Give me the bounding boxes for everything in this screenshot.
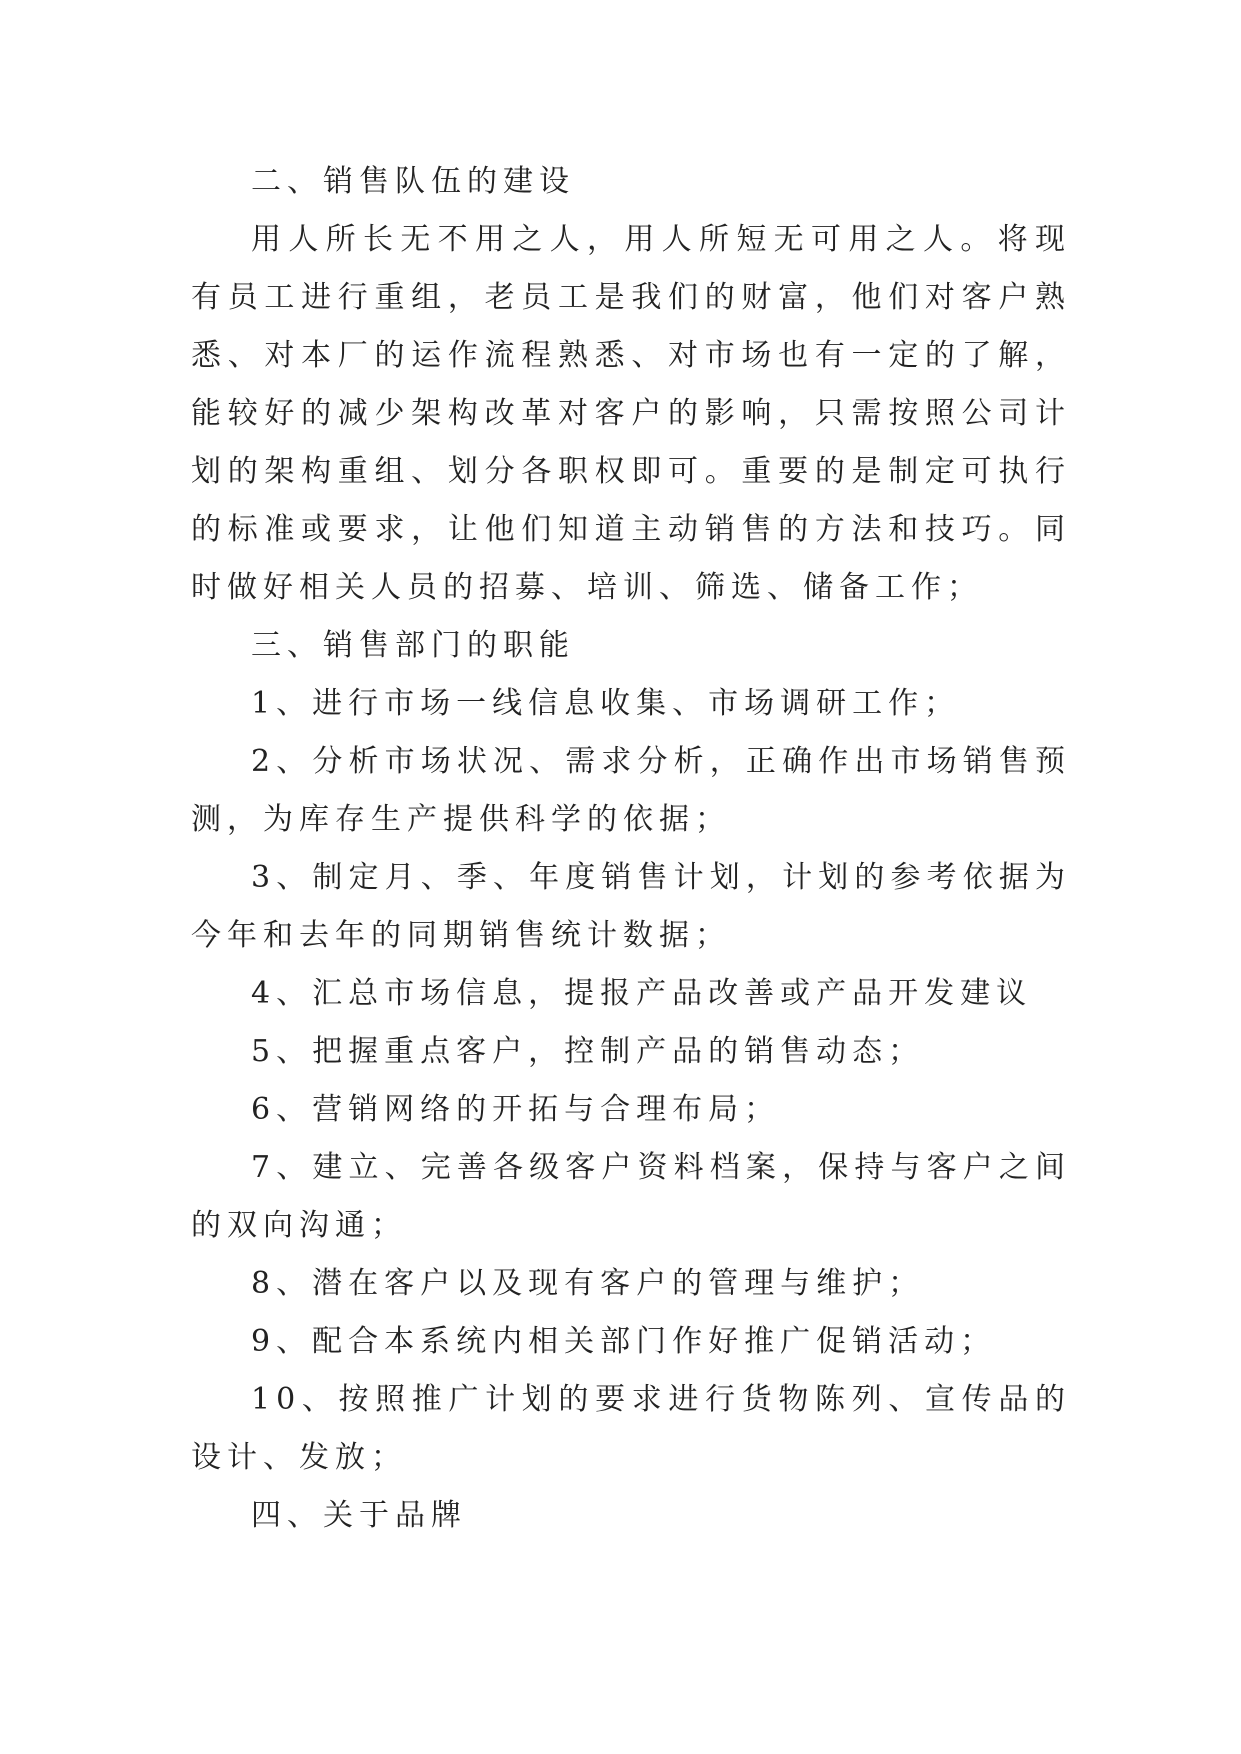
list-item-4: 4、汇总市场信息，提报产品改善或产品开发建议	[251, 976, 1033, 1011]
section-heading-department-functions: 三、销售部门的职能	[251, 628, 575, 663]
list-item-10: 10、按照推广计划的要求进行货物陈列、宣传品的设计、发放；	[191, 1382, 1071, 1475]
paragraph-sales-team: 用人所长无不用之人，用人所短无可用之人。将现有员工进行重组，老员工是我们的财富，他们对客户熟悉、对本厂的运作流程熟悉、对市场也有一定的了解，能较好的减少架构改革对客户的影响，只需按照公司计划的架构重组、划分各职权即可。重要的是制定可执行的标准或要求，让他们知道主动销售的方法和技巧。同时做好相关人员的招募、培训、筛选、储备工作；	[191, 222, 1071, 605]
section-heading-sales-team: 二、销售队伍的建设	[251, 164, 575, 199]
list-item-7: 7、建立、完善各级客户资料档案，保持与客户之间的双向沟通；	[191, 1150, 1071, 1243]
list-item-2: 2、分析市场状况、需求分析，正确作出市场销售预测，为库存生产提供科学的依据；	[191, 744, 1071, 837]
list-item-5: 5、把握重点客户，控制产品的销售动态；	[251, 1034, 925, 1069]
document-body	[191, 153, 1071, 1545]
section-heading-brand: 四、关于品牌	[251, 1498, 467, 1533]
list-item-3: 3、制定月、季、年度销售计划，计划的参考依据为今年和去年的同期销售统计数据；	[191, 860, 1071, 953]
list-item-1: 1、进行市场一线信息收集、市场调研工作；	[251, 686, 961, 721]
list-item-6: 6、营销网络的开拓与合理布局；	[251, 1092, 781, 1127]
list-item-8: 8、潜在客户以及现有客户的管理与维护；	[251, 1266, 925, 1301]
list-item-9: 9、配合本系统内相关部门作好推广促销活动；	[251, 1324, 997, 1359]
